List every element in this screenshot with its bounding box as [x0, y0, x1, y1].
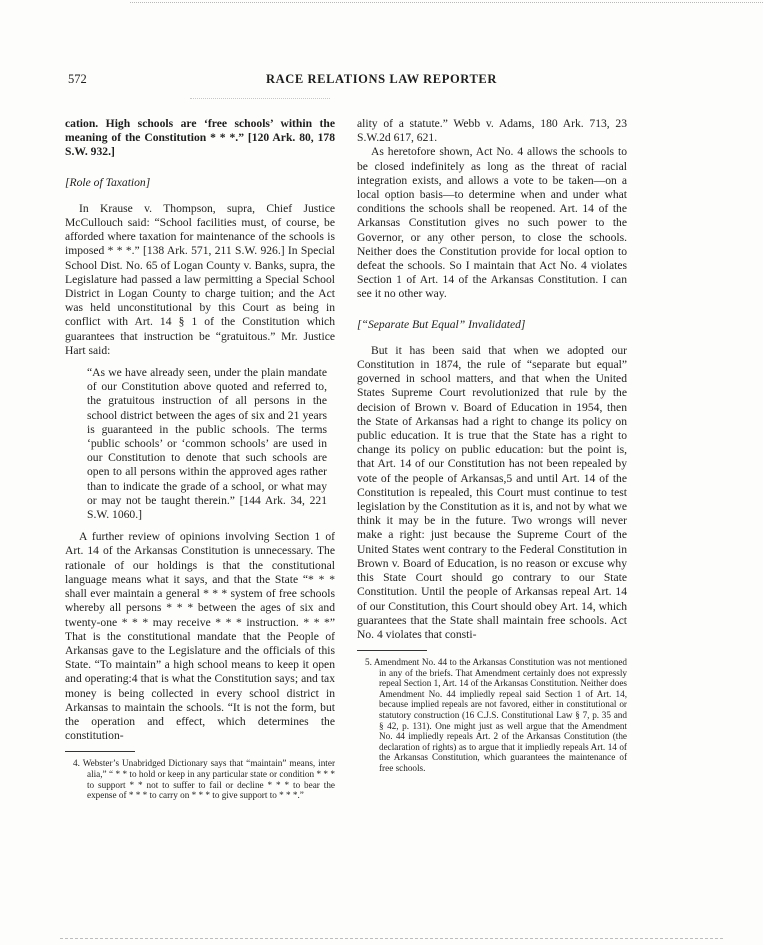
- right-paragraph-3: But it has been said that when we adopted our Constitution in 1874, the rule of “separate but equal” governed in school matters, and that when the United States Supreme Court revolutionized that rule by the decision of Brown v. Board of Education in 1954, then the State of Arkansas had a right to change its policy on public education. It is true that the State has a right to change its policy on public education: but the point is, that Art. 14 of our Constitution has not been repealed by vote of the people of Arkansas,5 and until Art. 14 of the Constitution is repealed, this Court must continue to test legislation by the Constitution as it is, and not by what we think it may be in the future. Two wrongs will never make a right: just because the Supreme Court of the United States went contrary to the Federal Constitution in Brown v. Board of Education, is no reason or excuse why this State Court should go contrary to our State Constitution. Until the people of Arkansas repeal Art. 14 of our Constitution, this Court should obey Art. 14, which guarantees that the State shall maintain free schools. Act No. 4 violates that consti-: [357, 343, 627, 641]
- footnote-5: 5. Amendment No. 44 to the Arkansas Constitution was not mentioned in any of the briefs. That Amendment certainly does not expressly repeal Section 1, Art. 14 of the Arkansas Constitution. Neither does Amendment No. 44 impliedly repeal said Section 1 of Art. 14, because implied repeals are not favored, either in constitutional or statutory construction (16 C.J.S. Constitutional Law § 7, p. 35 and § 42, p. 131). One might just as well argue that the Amendment No. 44 impliedly repeals Art. 2 of the Arkansas Constitution (the declaration of rights) as to argue that it impliedly repeals Art. 14 of the Arkansas Constitution, which guarantees the maintenance of free schools.: [365, 657, 627, 774]
- page-number: 572: [68, 72, 87, 86]
- right-paragraph-1: ality of a statute.” Webb v. Adams, 180 Ark. 713, 23 S.W.2d 617, 621.: [357, 117, 627, 145]
- block-quote: “As we have already seen, under the plain mandate of our Constitution above quoted and referred to, the gratuitous instruction of all persons in the school district between the ages of six and 21 years is guaranteed in the public schools. The terms ‘public schools’ or ‘common schools’ are used in our Constitution to denote that such schools are open to all persons within the approved ages rather than to indicate the grade of a school, or what may or may not be taught therein.” [144 Ark. 34, 221 S.W. 1060.]: [87, 366, 327, 522]
- left-paragraph-2: In Krause v. Thompson, supra, Chief Justice McCullouch said: “School facilities must, of course, be afforded where taxation for maintenance of the schools is imposed * * *.” [138 Ark. 571, 211 S.W. 926.] In Special School Dist. No. 65 of Logan County v. Banks, supra, the Legislature had passed a law permitting a Special School District in Logan County to charge tuition; and the Act was held unconstitutional by this Court as being in conflict with Art. 14 § 1 of the Constitution which guarantees that instruction be “gratuitous.” Mr. Justice Hart said:: [65, 201, 335, 357]
- bottom-border: [60, 938, 723, 939]
- left-column: [65, 117, 335, 801]
- footnote-4: 4. Webster’s Unabridged Dictionary says that “maintain” means, inter alia,” “ * * to hold or keep in any particular state or condition * * * to support * * not to suffer to fail or decline * * * to bear the expense of * * * to carry on * * * to give support to * * *.”: [73, 758, 335, 801]
- right-column: [357, 117, 627, 774]
- header-rule: [190, 98, 330, 99]
- top-border: [130, 2, 763, 3]
- footnote-rule-left: [65, 751, 135, 752]
- left-paragraph-1: cation. High schools are ‘free schools’ within the meaning of the Constitution * * *.” [120 Ark. 80, 178 S.W. 932.]: [65, 117, 335, 159]
- running-title: RACE RELATIONS LAW REPORTER: [266, 72, 497, 86]
- section-heading-separate-but-equal: [“Separate But Equal” Invalidated]: [357, 317, 526, 331]
- right-paragraph-2: As heretofore shown, Act No. 4 allows the schools to be closed indefinitely as long as the threat of racial integration exists, and allows a vote to be taken—on a local option basis—to determine when and under what conditions the schools shall be reopened. Art. 14 of the Arkansas Constitution gives no such power to the Governor, or any other person, to close the schools. Neither does the Constitution provide for local option to defeat the schools. So I maintain that Act No. 4 violates Section 1 of Art. 14 of the Arkansas Constitution. I can see it no other way.: [357, 145, 627, 301]
- section-heading-taxation: [Role of Taxation]: [65, 175, 151, 189]
- footnote-rule-right: [357, 650, 427, 651]
- left-paragraph-3: A further review of opinions involving Section 1 of Art. 14 of the Arkansas Constitution is unnecessary. The rationale of our holdings is that the constitutional language means what it says, and that the State “* * * shall ever maintain a general * * * system of free schools whereby all persons * * * between the ages of six and twenty-one * * * may receive * * * instruction. * * *” That is the constitutional mandate that the People of Arkansas gave to the Legislature and the officials of this State. “To maintain” a high school means to keep it open and operating:4 that is what the Constitution says; and tax money is being collected in every school district in Arkansas to maintain the schools. “It is not the form, but the operation and effect, which determines the constitution-: [65, 530, 335, 743]
